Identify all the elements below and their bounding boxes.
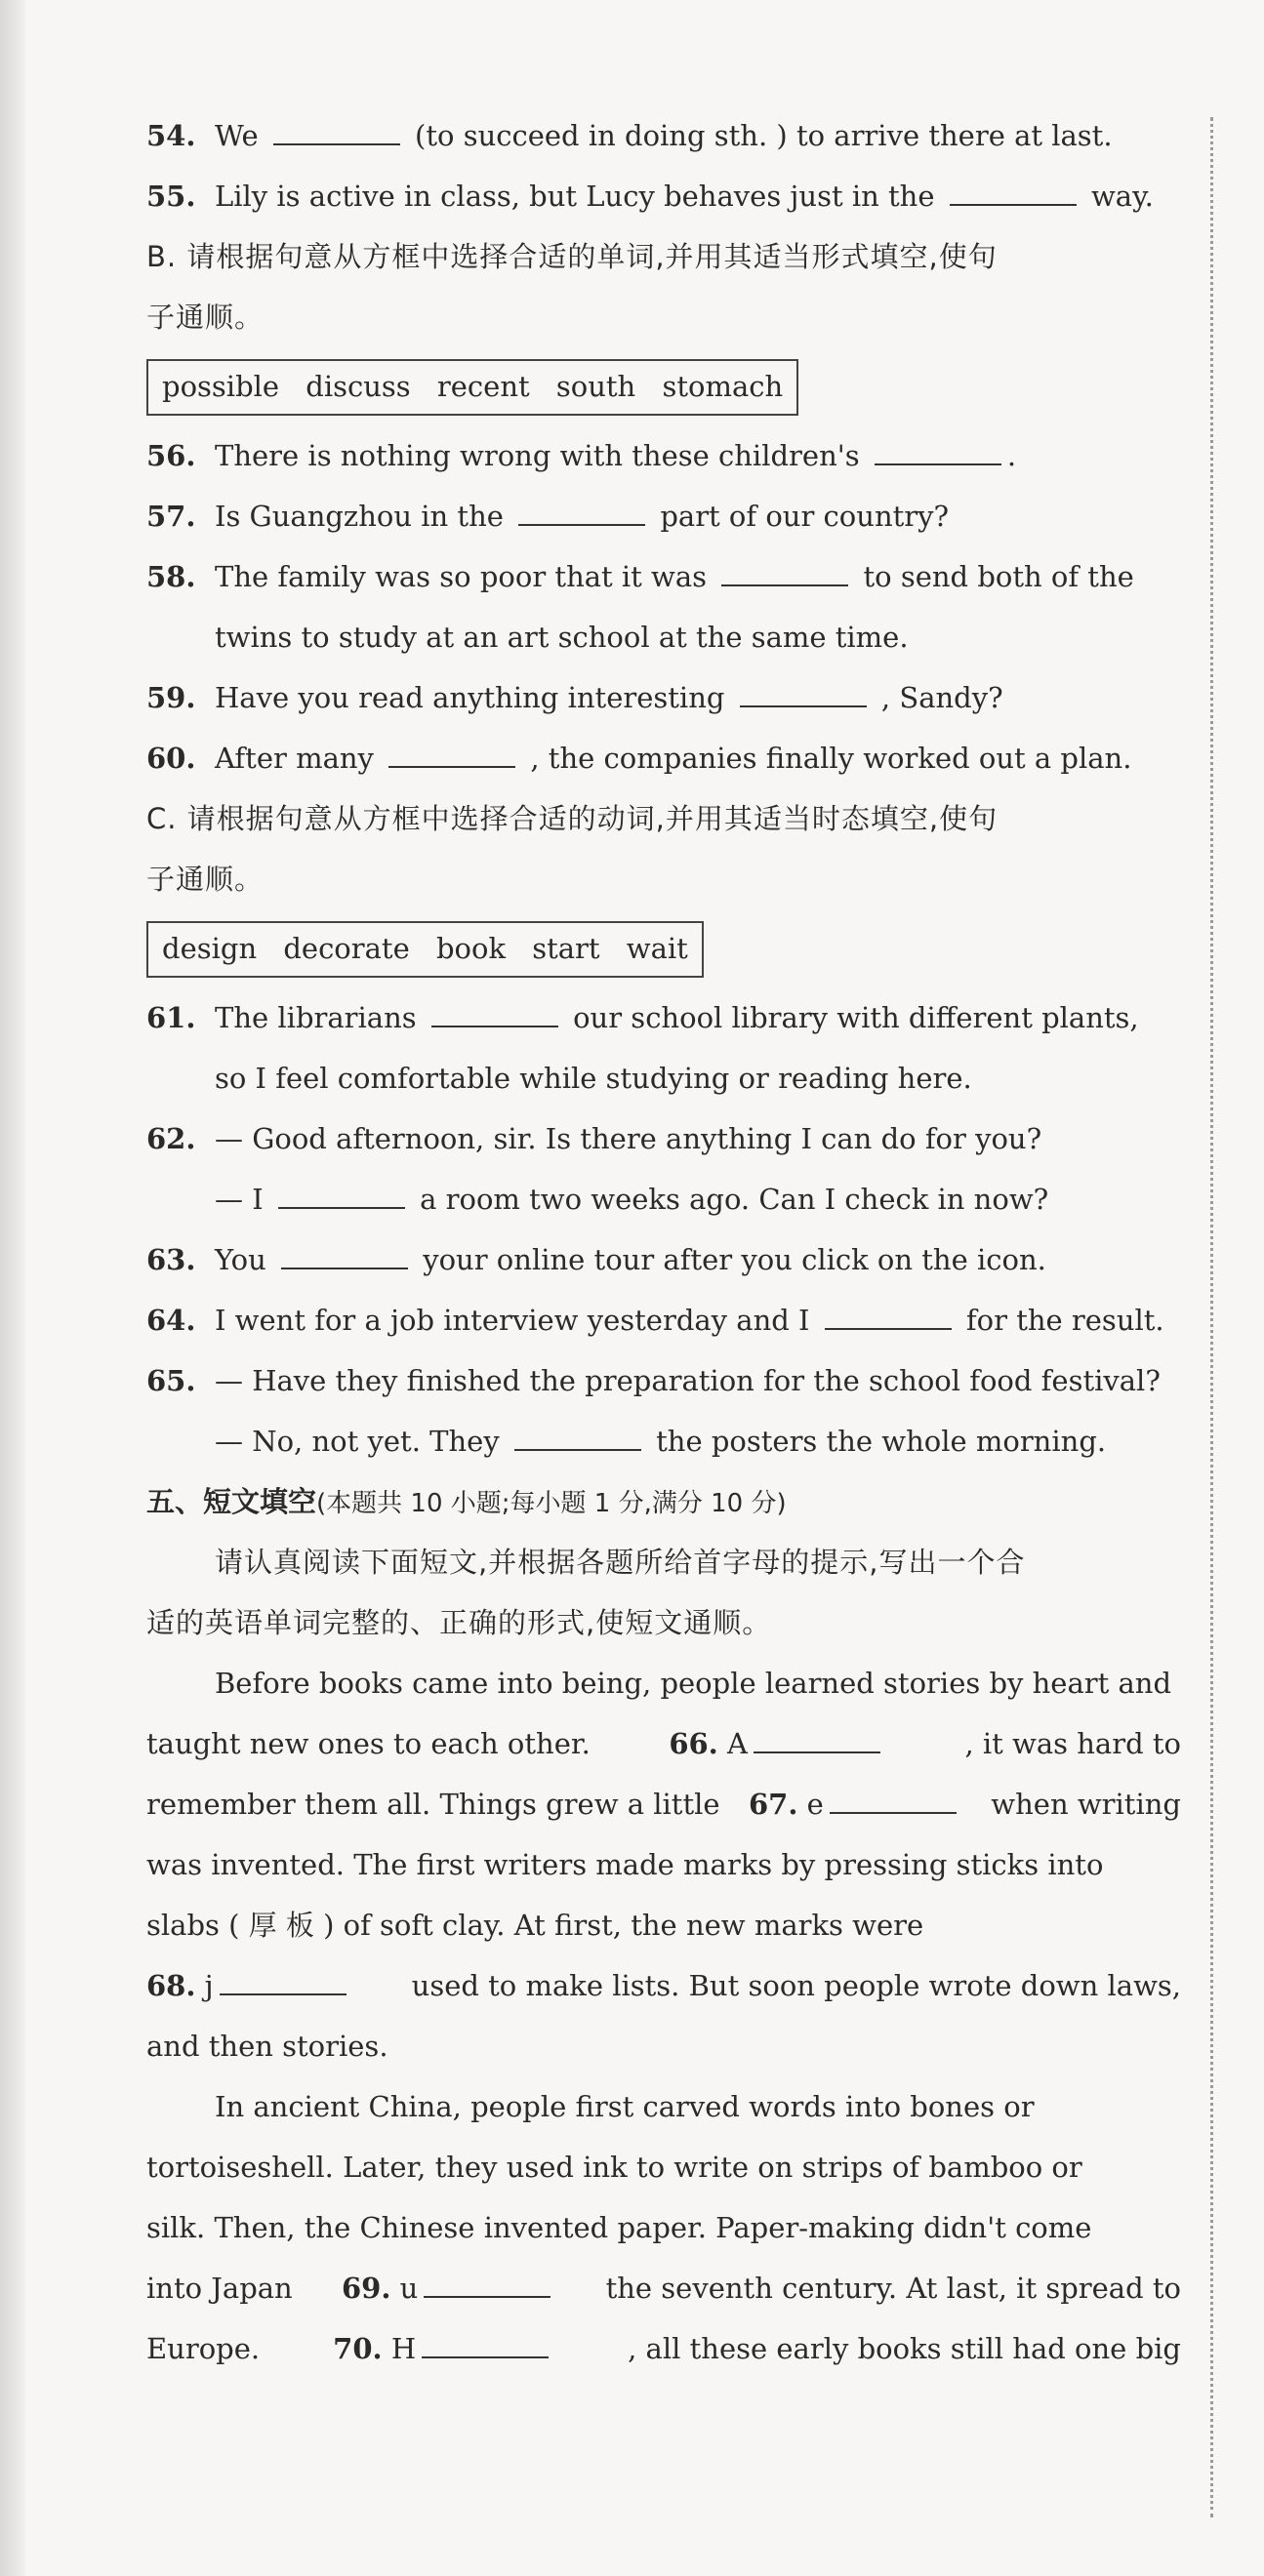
answer-blank[interactable]	[518, 499, 645, 526]
initial-letter: u	[399, 2272, 419, 2305]
question-number: 61.	[146, 1001, 196, 1034]
question-text: our school library with different plants,	[573, 1001, 1139, 1034]
word-box-c-wrap	[146, 909, 1181, 987]
worksheet-content	[146, 105, 1181, 2379]
question-text: — Good afternoon, sir. Is there anything I can do for you?	[215, 1122, 1042, 1155]
blank-69-group	[342, 2258, 556, 2318]
passage-text: taught new ones to each other.	[146, 1727, 591, 1760]
passage-line	[146, 1955, 1181, 2016]
question-number: 57.	[146, 500, 196, 533]
question-text: .	[1006, 439, 1017, 472]
passage-text: , all these early books still had one big	[628, 2332, 1181, 2365]
question-65-cont	[146, 1411, 1181, 1471]
answer-blank[interactable]	[424, 2271, 550, 2298]
question-56	[146, 425, 1181, 486]
question-63	[146, 1229, 1181, 1290]
word-box: design decorate book start wait	[146, 921, 704, 978]
question-number: 60.	[146, 742, 196, 775]
passage-line: Before books came into being, people learned stories by heart and	[215, 1667, 1172, 1700]
word-box-b-wrap	[146, 347, 1181, 425]
question-text: Have you read anything interesting	[215, 681, 725, 714]
passage-text: the seventh century. At last, it spread to	[605, 2272, 1181, 2305]
answer-blank[interactable]	[950, 179, 1077, 206]
question-59	[146, 667, 1181, 728]
answer-blank[interactable]	[721, 559, 848, 586]
question-text: to send both of the	[863, 560, 1134, 593]
answer-blank[interactable]	[422, 2331, 549, 2358]
question-text: the posters the whole morning.	[656, 1425, 1107, 1458]
question-text: After many	[215, 742, 374, 775]
question-text: , Sandy?	[880, 681, 1003, 714]
answer-blank[interactable]	[273, 118, 400, 145]
question-number: 68.	[146, 1969, 196, 2002]
question-61	[146, 987, 1181, 1048]
passage-line: slabs ( 厚 板 ) of soft clay. At first, the new marks were	[146, 1909, 924, 1942]
blank-66-group	[669, 1713, 886, 1774]
question-number: 69.	[341, 2272, 391, 2305]
page-edge-shadow	[0, 0, 25, 2576]
passage-text: Europe.	[146, 2332, 261, 2365]
answer-blank[interactable]	[388, 741, 515, 768]
question-text: We	[215, 119, 259, 152]
section-5-instruction: 请认真阅读下面短文,并根据各题所给首字母的提示,写出一个合	[215, 1546, 1026, 1579]
answer-blank[interactable]	[278, 1182, 405, 1209]
question-text: I went for a job interview yesterday and I	[215, 1304, 810, 1337]
passage-line	[146, 1713, 1181, 1774]
question-text: — No, not yet. They	[215, 1425, 500, 1458]
question-55	[146, 166, 1181, 226]
passage-text: remember them all. Things grew a little	[146, 1788, 720, 1821]
passage-line	[146, 2318, 1181, 2379]
question-number: 66.	[669, 1727, 718, 1760]
question-65	[146, 1350, 1181, 1411]
blank-68-group	[146, 1955, 352, 2016]
question-57	[146, 486, 1181, 546]
section-5-heading-line	[146, 1471, 1181, 1532]
answer-blank[interactable]	[875, 438, 1001, 465]
question-text: The librarians	[215, 1001, 417, 1034]
answer-blank[interactable]	[830, 1787, 957, 1814]
blank-67-group	[749, 1774, 962, 1834]
question-number: 63.	[146, 1243, 196, 1276]
section-score-note: (本题共 10 小题;每小题 1 分,满分 10 分)	[316, 1489, 787, 1518]
answer-blank[interactable]	[825, 1303, 952, 1330]
question-text: — I	[215, 1183, 264, 1216]
question-58	[146, 546, 1181, 607]
initial-letter: H	[390, 2332, 417, 2365]
passage-line: and then stories.	[146, 2030, 388, 2063]
question-text: Lily is active in class, but Lucy behaves just in the	[215, 180, 935, 213]
word-box: possible discuss recent south stomach	[146, 359, 798, 416]
question-62	[146, 1108, 1181, 1169]
question-text: (to succeed in doing sth. ) to arrive there at last.	[415, 119, 1113, 152]
question-text: your online tour after you click on the icon.	[423, 1243, 1046, 1276]
passage-line: tortoiseshell. Later, they used ink to write on strips of bamboo or	[146, 2151, 1082, 2184]
question-text: , the companies finally worked out a plan.	[530, 742, 1132, 775]
part-b-instruction-cont: 子通顺。	[146, 301, 265, 334]
question-text: The family was so poor that it was	[215, 560, 708, 593]
passage-text: into Japan	[146, 2272, 293, 2305]
question-number: 65.	[146, 1364, 196, 1397]
question-number: 64.	[146, 1304, 196, 1337]
initial-letter: e	[806, 1788, 824, 1821]
part-c-instruction: C. 请根据句意从方框中选择合适的动词,并用其适当时态填空,使句	[146, 802, 999, 835]
question-number: 55.	[146, 180, 196, 213]
passage-line	[146, 1774, 1181, 1834]
question-number: 58.	[146, 560, 196, 593]
question-text: a room two weeks ago. Can I check in now?	[420, 1183, 1049, 1216]
answer-blank[interactable]	[431, 1000, 558, 1027]
initial-letter: A	[726, 1727, 748, 1760]
question-text: Is Guangzhou in the	[215, 500, 504, 533]
question-62-cont	[146, 1169, 1181, 1229]
question-number: 62.	[146, 1122, 196, 1155]
passage-line: In ancient China, people first carved words into bones or	[215, 2090, 1035, 2123]
question-58-cont: twins to study at an art school at the same time.	[215, 621, 909, 654]
question-text: way.	[1090, 180, 1154, 213]
question-60	[146, 728, 1181, 788]
answer-blank[interactable]	[754, 1726, 880, 1753]
passage-text: used to make lists. But soon people wrote down laws,	[411, 1969, 1181, 2002]
passage-line: was invented. The first writers made marks by pressing sticks into	[146, 1848, 1104, 1881]
question-number: 56.	[146, 439, 196, 472]
dotted-margin-line	[1210, 117, 1213, 2517]
section-heading: 五、短文填空	[146, 1485, 317, 1518]
answer-blank[interactable]	[281, 1242, 408, 1269]
part-c-instruction-cont: 子通顺。	[146, 863, 265, 896]
question-54	[146, 105, 1181, 166]
answer-blank[interactable]	[514, 1424, 641, 1451]
blank-70-group	[333, 2318, 554, 2379]
question-64	[146, 1290, 1181, 1350]
initial-letter: j	[204, 1969, 214, 2002]
question-text: for the result.	[965, 1304, 1164, 1337]
question-number: 67.	[749, 1788, 798, 1821]
answer-blank[interactable]	[740, 680, 867, 707]
answer-blank[interactable]	[220, 1968, 347, 1995]
question-number: 54.	[146, 119, 196, 152]
passage-text: , it was hard to	[964, 1727, 1181, 1760]
passage-text: when writing	[991, 1788, 1181, 1821]
question-number: 70.	[333, 2332, 383, 2365]
question-number: 59.	[146, 681, 196, 714]
question-61-cont: so I feel comfortable while studying or reading here.	[215, 1062, 972, 1095]
question-text: You	[215, 1243, 266, 1276]
passage-line	[146, 2258, 1181, 2318]
question-text: There is nothing wrong with these children's	[215, 439, 860, 472]
part-b-instruction: B. 请根据句意从方框中选择合适的单词,并用其适当形式填空,使句	[146, 240, 998, 273]
passage-line: silk. Then, the Chinese invented paper. Paper-making didn't come	[146, 2211, 1092, 2244]
question-text: part of our country?	[660, 500, 950, 533]
question-text: — Have they finished the preparation for the school food festival?	[215, 1364, 1161, 1397]
section-5-instruction-cont: 适的英语单词完整的、正确的形式,使短文通顺。	[146, 1606, 772, 1639]
